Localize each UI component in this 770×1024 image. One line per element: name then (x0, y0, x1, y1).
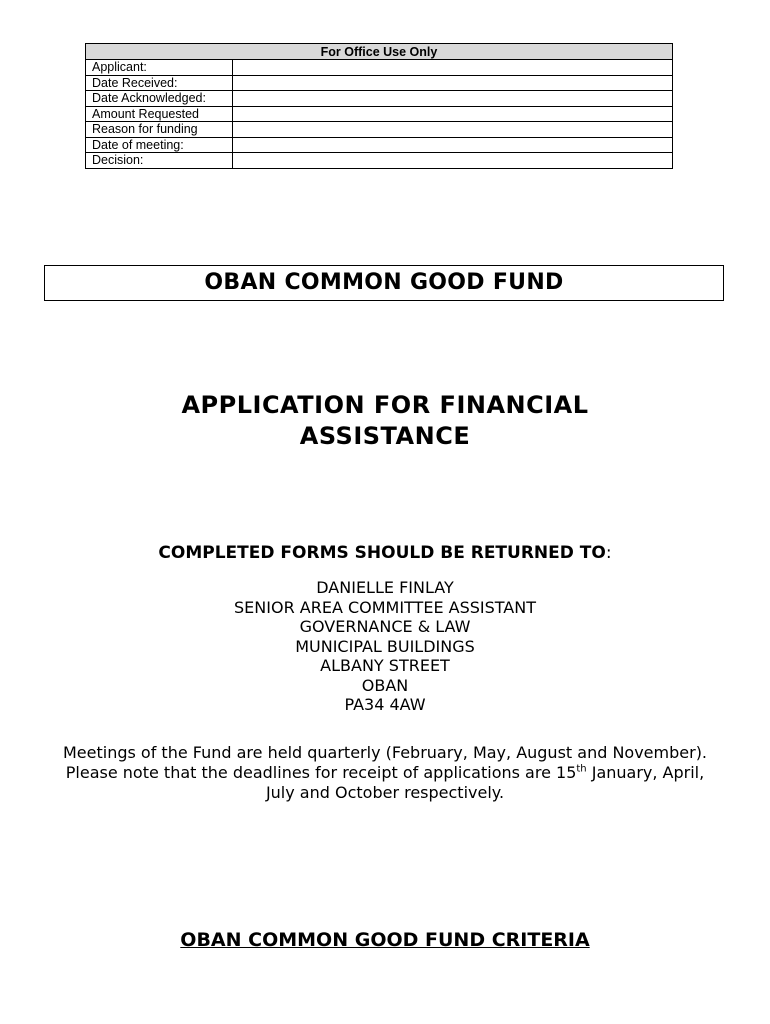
return-heading-colon: : (605, 543, 612, 563)
meetings-text-part-2: January, April, July and October respectively. (265, 763, 705, 802)
date-of-meeting-value (233, 137, 673, 153)
date-acknowledged-label: Date Acknowledged: (86, 91, 233, 107)
date-received-value (233, 75, 673, 91)
applicant-label: Applicant: (86, 60, 233, 76)
application-heading-line-2: ASSISTANCE (299, 422, 471, 450)
meetings-superscript: th (576, 763, 587, 775)
address-line-postcode: PA34 4AW (344, 695, 426, 714)
address-line-street: ALBANY STREET (320, 656, 450, 675)
date-acknowledged-value (233, 91, 673, 107)
table-row (86, 137, 673, 153)
table-row (86, 60, 673, 76)
decision-label: Decision: (86, 153, 233, 169)
date-received-label: Date Received: (86, 75, 233, 91)
address-line-role: SENIOR AREA COMMITTEE ASSISTANT (234, 597, 536, 617)
reason-for-funding-label: Reason for funding (86, 122, 233, 138)
date-of-meeting-label: Date of meeting: (86, 137, 233, 153)
address-line-building: MUNICIPAL BUILDINGS (295, 636, 475, 656)
decision-value (233, 153, 673, 169)
return-address (0, 578, 770, 715)
amount-requested-value (233, 106, 673, 122)
table-row (86, 75, 673, 91)
application-heading-line-1: APPLICATION FOR FINANCIAL (181, 391, 589, 419)
return-heading (0, 541, 770, 565)
meetings-paragraph (50, 743, 720, 803)
reason-for-funding-value (233, 122, 673, 138)
address-line-department: GOVERNANCE & LAW (299, 617, 471, 636)
table-row (86, 91, 673, 107)
criteria-heading: OBAN COMMON GOOD FUND CRITERIA (180, 929, 590, 951)
meetings-text-part-1: Meetings of the Fund are held quarterly (February, May, August and November). Please note that the deadlines for receipt of applications are 15 (62, 743, 708, 782)
address-line-town: OBAN (361, 675, 409, 695)
fund-title: OBAN COMMON GOOD FUND (44, 265, 724, 301)
office-use-table (85, 43, 673, 169)
table-row (86, 153, 673, 169)
applicant-value (233, 60, 673, 76)
office-use-title: For Office Use Only (86, 44, 673, 60)
table-row (86, 106, 673, 122)
amount-requested-label: Amount Requested (86, 106, 233, 122)
return-heading-text: COMPLETED FORMS SHOULD BE RETURNED TO (158, 543, 606, 563)
application-heading (0, 390, 770, 452)
address-line-name: DANIELLE FINLAY (316, 578, 454, 597)
table-row (86, 122, 673, 138)
